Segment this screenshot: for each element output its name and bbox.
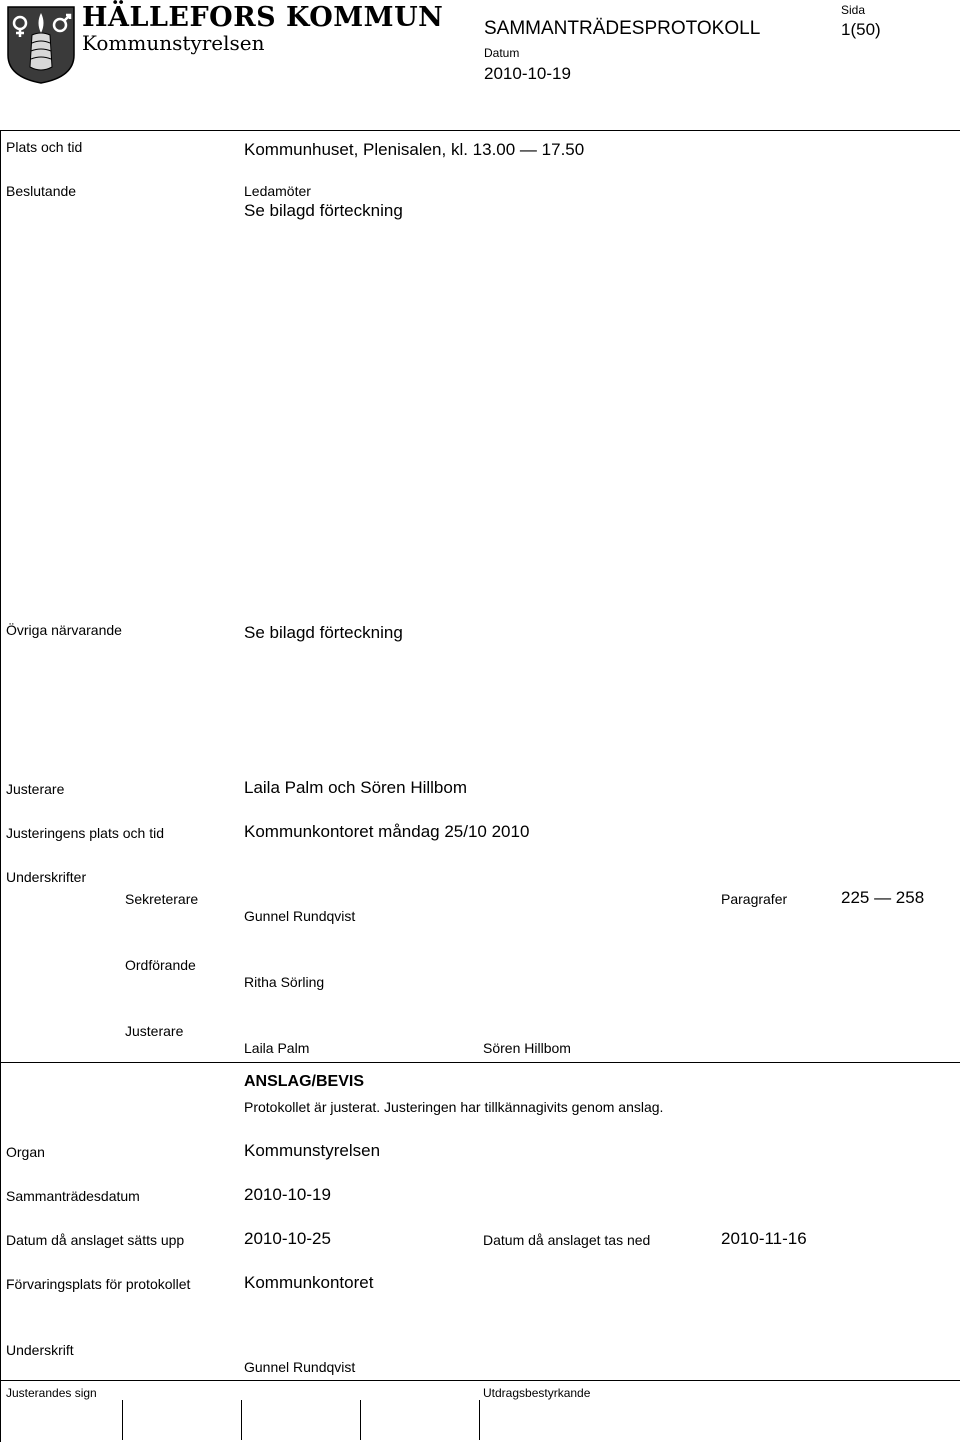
meeting-date-value: 2010-10-19 <box>244 1185 331 1204</box>
adjusters-label: Justerare <box>6 781 65 797</box>
municipality-coat-of-arms <box>6 5 76 85</box>
chair-label: Ordförande <box>125 957 196 973</box>
secretary-name: Gunnel Rundqvist <box>244 908 356 924</box>
document-type: SAMMANTRÄDESPROTOKOLL <box>484 18 761 39</box>
adjust-place-value: Kommunkontoret måndag 25/10 2010 <box>244 822 530 841</box>
signature-name: Gunnel Rundqvist <box>244 1359 356 1375</box>
footer-divider <box>0 1380 960 1381</box>
notice-divider <box>0 1062 960 1063</box>
page-number: 1(50) <box>841 20 881 39</box>
org-name: HÄLLEFORS KOMMUN <box>82 2 444 33</box>
removed-date-label: Datum då anslaget tas ned <box>483 1232 651 1248</box>
paragraphs-label: Paragrafer <box>721 891 788 907</box>
adjuster-2-name: Sören Hillbom <box>483 1040 571 1056</box>
members-label: Ledamöter <box>244 183 311 199</box>
others-label: Övriga närvarande <box>6 622 122 638</box>
org-unit: Kommunstyrelsen <box>82 31 265 55</box>
meeting-date-label: Sammanträdesdatum <box>6 1188 140 1204</box>
date-label: Datum <box>484 46 520 60</box>
members-value: Se bilagd förteckning <box>244 201 403 220</box>
notice-heading: ANSLAG/BEVIS <box>244 1073 365 1090</box>
signatures-label: Underskrifter <box>6 869 87 885</box>
signature-label: Underskrift <box>6 1342 74 1358</box>
notice-statement: Protokollet är justerat. Justeringen har tillkännagivits genom anslag. <box>244 1099 664 1115</box>
sign-box-divider <box>360 1400 361 1440</box>
organ-value: Kommunstyrelsen <box>244 1141 381 1160</box>
organ-label: Organ <box>6 1144 45 1160</box>
adjusters-sign-label: Justerandes sign <box>6 1386 97 1400</box>
others-value: Se bilagd förteckning <box>244 623 403 642</box>
deciding-label: Beslutande <box>6 183 77 199</box>
posted-date-value: 2010-10-25 <box>244 1229 331 1248</box>
secretary-label: Sekreterare <box>125 891 199 907</box>
left-border <box>0 130 1 1442</box>
adjust-place-label: Justeringens plats och tid <box>6 825 164 841</box>
sign-box-divider <box>241 1400 242 1440</box>
storage-label: Förvaringsplats för protokollet <box>6 1276 191 1292</box>
date-value: 2010-10-19 <box>484 64 571 83</box>
place-label: Plats och tid <box>6 139 83 155</box>
sign-box-divider <box>479 1400 480 1440</box>
posted-date-label: Datum då anslaget sätts upp <box>6 1232 185 1248</box>
certifier-label: Utdragsbestyrkande <box>483 1386 591 1400</box>
adjusters-value: Laila Palm och Sören Hillbom <box>244 778 467 797</box>
place-value: Kommunhuset, Plenisalen, kl. 13.00 — 17.50 <box>244 140 585 159</box>
chair-name: Ritha Sörling <box>244 974 325 990</box>
page-label: Sida <box>841 3 866 17</box>
signature-adjusters-label: Justerare <box>125 1023 184 1039</box>
sign-box-divider <box>122 1400 123 1440</box>
header-divider <box>0 130 960 131</box>
removed-date-value: 2010-11-16 <box>721 1229 807 1248</box>
adjuster-1-name: Laila Palm <box>244 1040 310 1056</box>
paragraphs-value: 225 — 258 <box>841 888 925 907</box>
storage-value: Kommunkontoret <box>244 1273 374 1292</box>
